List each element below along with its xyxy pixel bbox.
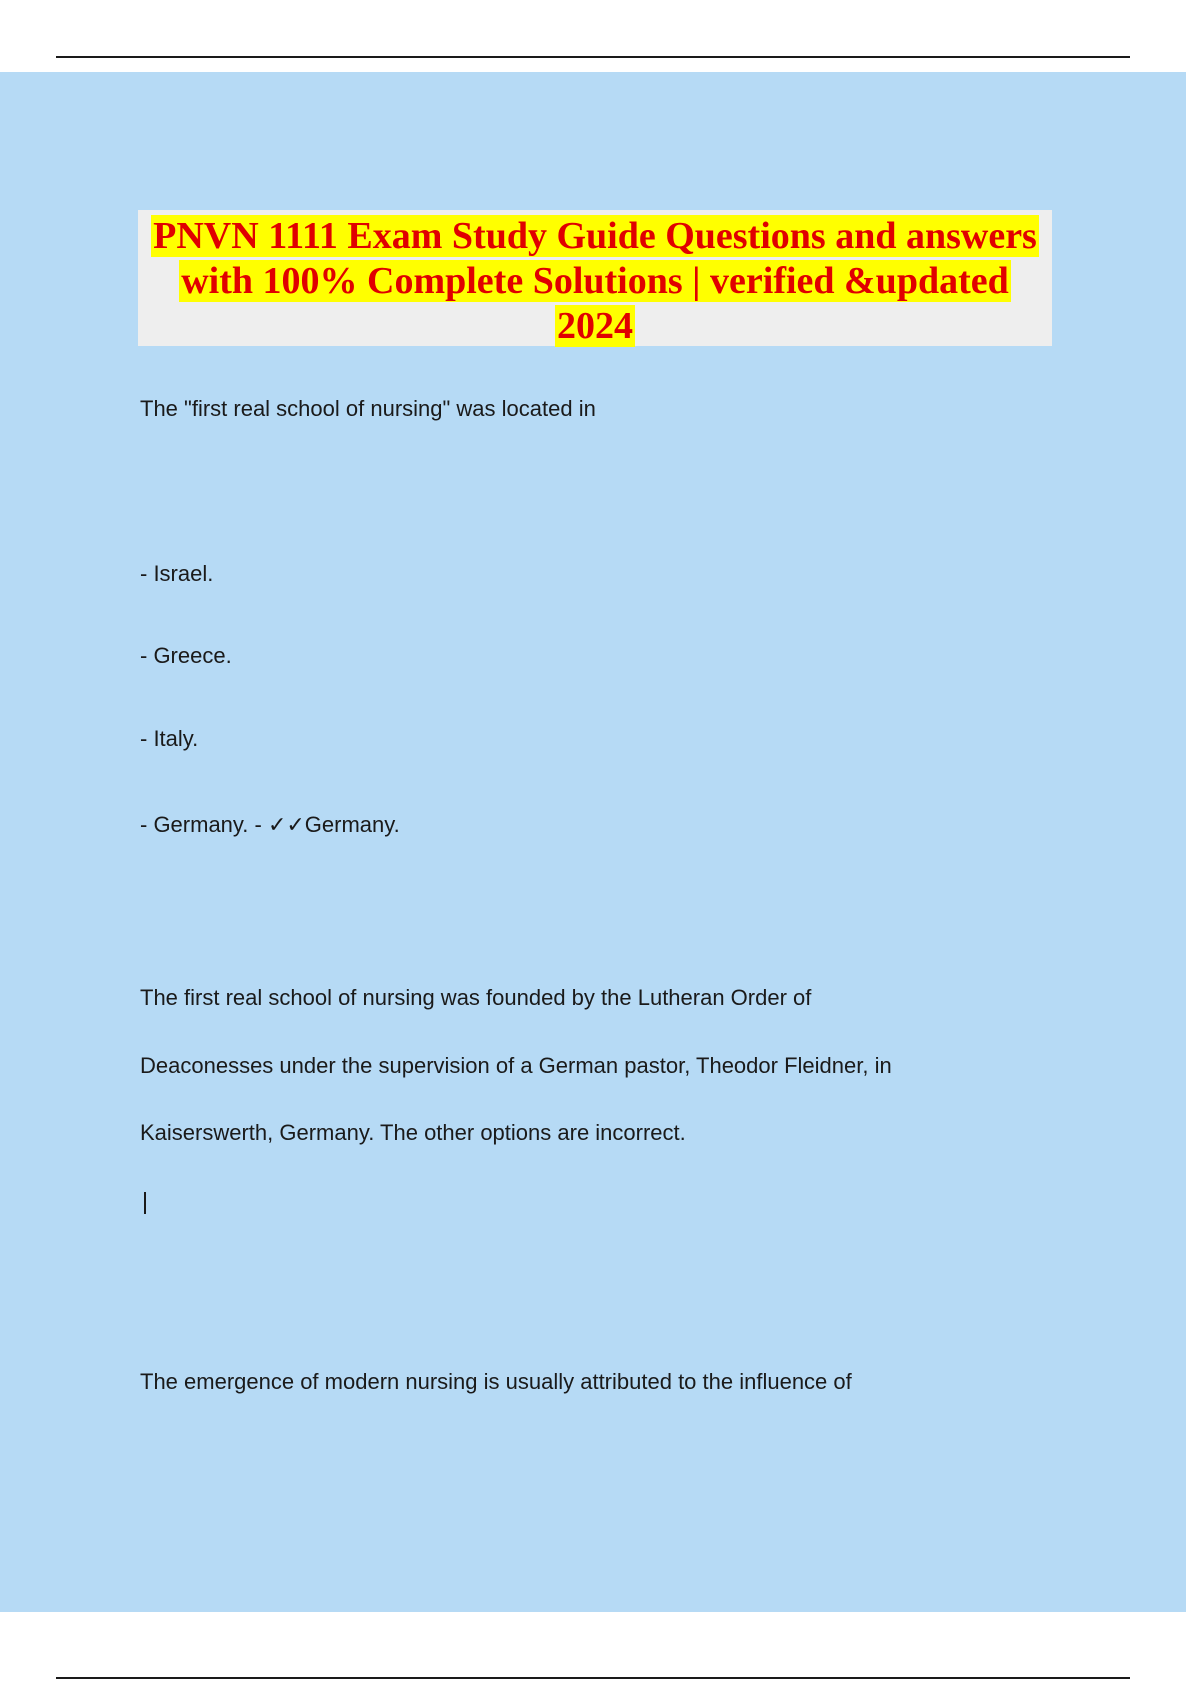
text-cursor	[144, 1192, 146, 1214]
explanation-line: The first real school of nursing was founded by the Lutheran Order of	[140, 985, 812, 1010]
explanation-line: Kaiserswerth, Germany. The other options are incorrect.	[140, 1120, 686, 1145]
document-title	[138, 214, 1052, 349]
document-title-box	[138, 210, 1052, 346]
question-text: The "first real school of nursing" was located in	[140, 396, 596, 421]
title-line: PNVN 1111 Exam Study Guide Questions and answers	[153, 215, 1037, 257]
title-line: with 100% Complete Solutions | verified &updated	[181, 260, 1009, 302]
bottom-rule	[56, 1677, 1130, 1679]
answer-option-correct: - Germany. - ✓✓Germany.	[140, 812, 400, 837]
title-line: 2024	[557, 305, 633, 347]
answer-option: - Israel.	[140, 561, 214, 586]
question-text: The emergence of modern nursing is usually attributed to the influence of	[140, 1369, 852, 1394]
answer-option: - Italy.	[140, 726, 199, 751]
answer-option: - Greece.	[140, 643, 232, 668]
explanation-line: Deaconesses under the supervision of a German pastor, Theodor Fleidner, in	[140, 1053, 892, 1078]
top-rule	[56, 56, 1130, 58]
